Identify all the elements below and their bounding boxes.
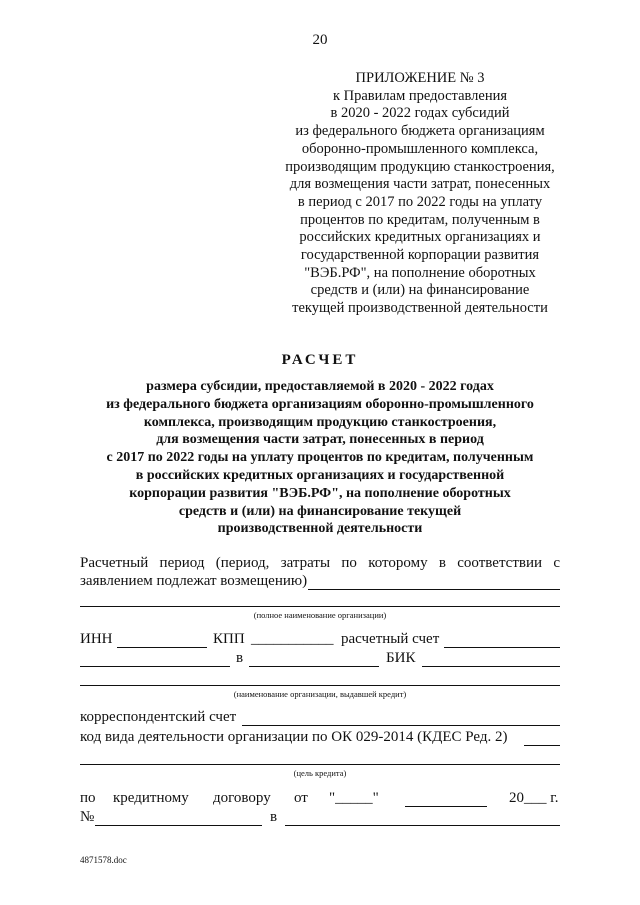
appendix-line: ПРИЛОЖЕНИЕ № 3 (355, 70, 485, 86)
bik-label: БИК (386, 650, 416, 666)
subtitle-line: для возмещения части затрат, понесенных в период (156, 432, 484, 448)
inn-label: ИНН (80, 631, 113, 647)
appendix-line: оборонно-промышленного комплекса, (301, 140, 539, 157)
period-label-cont: заявлением подлежат возмещению) (80, 573, 308, 589)
file-reference: 4871578.doc (80, 855, 127, 865)
appendix-line: в 2020 - 2022 годах субсидий (330, 105, 510, 122)
organization-name-field[interactable] (80, 606, 560, 607)
corr-account-label: корреспондентский счет (80, 709, 237, 725)
period-label: Расчетный период (период, затраты по которому в соответствии с (80, 555, 560, 571)
corr-account-field[interactable] (242, 725, 560, 726)
contract-in-label: в (270, 809, 278, 825)
contract-word: договору (213, 790, 271, 806)
appendix-line: процентов по кредитам, полученным в (300, 211, 540, 228)
subtitle-line: средств и (или) на финансирование текущей (178, 503, 462, 519)
contract-date-day[interactable]: "_____" (329, 790, 379, 806)
contract-word: по (80, 790, 96, 806)
appendix-line: средств и (или) на финансирование (310, 282, 530, 299)
subtitle-line: размера субсидии, предоставляемой в 2020 - 2022 годах (146, 379, 494, 394)
subtitle-line: в российских кредитных организациях и государственной (135, 467, 505, 483)
period-field[interactable] (308, 589, 560, 590)
appendix-line: текущей производственной деятельности (292, 300, 548, 317)
contract-number-label: № (80, 809, 95, 825)
lender-name-caption: (наименование организации, выдавшей кредит) (233, 689, 407, 699)
kpp-field[interactable]: ___________ (251, 631, 334, 647)
appendix-line: "ВЭБ.РФ", на пополнение оборотных (304, 264, 536, 281)
contract-word: кредитному (113, 790, 189, 806)
page-number: 20 (312, 32, 328, 48)
contract-bank-field[interactable] (285, 825, 560, 826)
appendix-line: производящим продукцию станкостроения, (285, 158, 555, 175)
account-cont-field[interactable] (80, 666, 230, 667)
activity-code-label: код вида деятельности организации по ОК 029-2014 (КДЕС Ред. 2) (80, 729, 508, 745)
activity-code-field[interactable] (524, 745, 560, 746)
subtitle-line: с 2017 по 2022 годы на уплату процентов по кредитам, полученным (106, 450, 534, 466)
in-label: в (236, 650, 244, 666)
subtitle-line: из федерального бюджета организациям оборонно-промышленного (106, 396, 534, 412)
appendix-line: государственной корпорации развития (300, 247, 540, 264)
appendix-line: из федерального бюджета организациям (295, 123, 545, 140)
document-title: РАСЧЕТ (281, 352, 359, 368)
contract-number-field[interactable] (95, 825, 262, 826)
loan-purpose-caption: (цель кредита) (293, 768, 347, 778)
appendix-line: для возмещения части затрат, понесенных (289, 176, 551, 193)
account-field[interactable] (444, 647, 560, 648)
subtitle-line: корпорации развития "ВЭБ.РФ", на пополнение оборотных (129, 485, 511, 501)
account-label: расчетный счет (341, 631, 440, 647)
loan-purpose-field[interactable] (80, 764, 560, 765)
appendix-heading (270, 70, 570, 318)
kpp-label: КПП (213, 631, 245, 647)
appendix-line: российских кредитных организациях и (299, 229, 541, 246)
inn-field[interactable] (117, 647, 207, 648)
lender-name-field[interactable] (80, 685, 560, 686)
subtitle-line: производственной деятельности (217, 521, 423, 537)
organization-name-caption: (полное наименование организации) (253, 610, 387, 620)
appendix-line: в период с 2017 по 2022 годы на уплату (297, 193, 543, 210)
contract-date-month[interactable] (405, 806, 487, 807)
contract-word: от (294, 790, 308, 806)
document-subtitle (60, 378, 580, 538)
subtitle-line: комплекса, производящим продукцию станкостроения, (143, 414, 497, 430)
appendix-line: к Правилам предоставления (332, 87, 508, 104)
contract-year[interactable]: 20___ г. (509, 790, 559, 806)
bik-field[interactable] (422, 666, 560, 667)
bank-field[interactable] (249, 666, 379, 667)
